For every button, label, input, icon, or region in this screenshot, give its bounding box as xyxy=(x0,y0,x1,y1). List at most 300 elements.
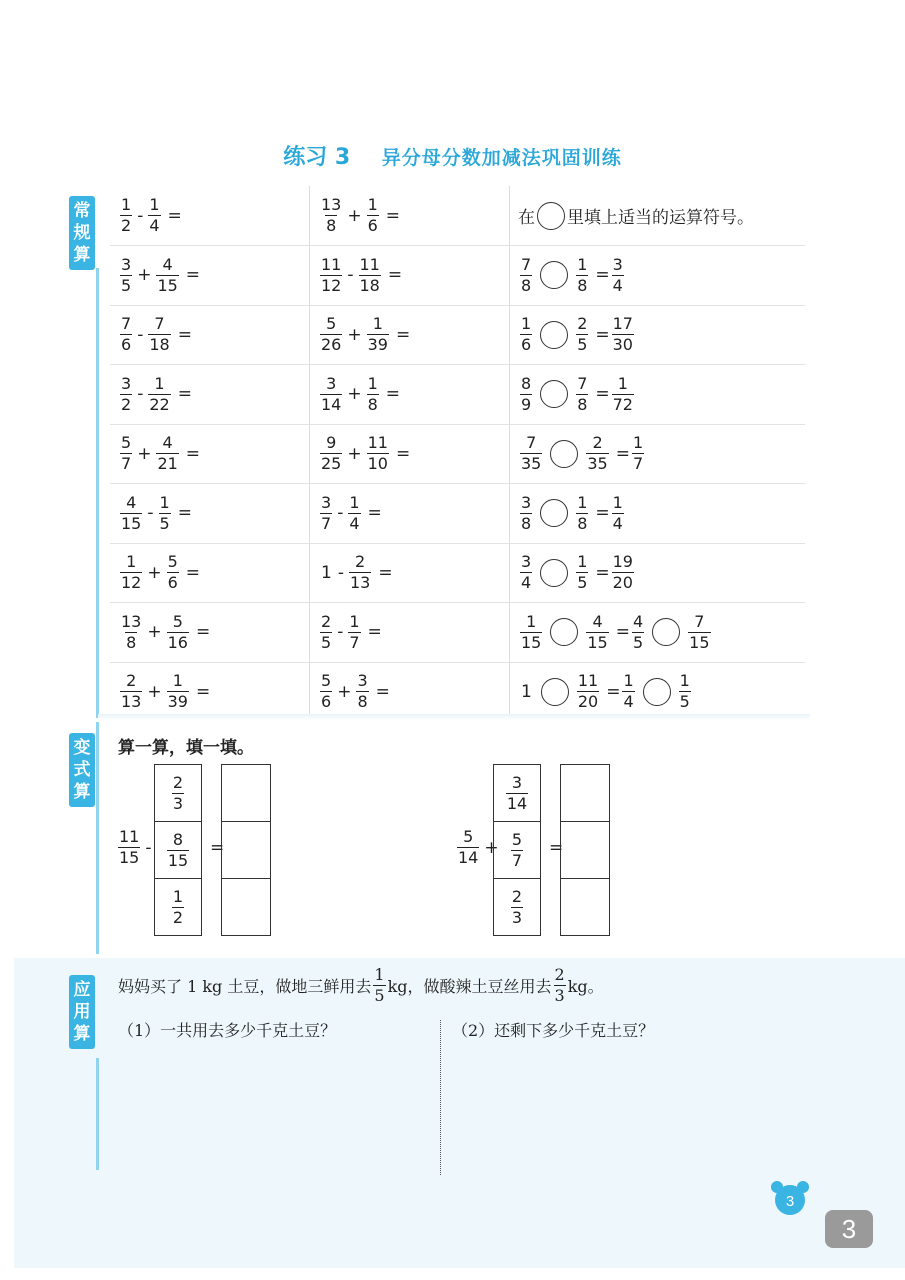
equals-sign: = xyxy=(210,838,225,858)
fraction-denominator: 7 xyxy=(632,454,644,473)
operator: - xyxy=(347,265,354,285)
operator-fill-cell xyxy=(518,662,805,721)
exercise-number: 练习 3 xyxy=(283,145,351,170)
operator-fill-cell xyxy=(518,246,805,305)
fraction-numerator: 19 xyxy=(612,552,633,571)
fraction-denominator: 6 xyxy=(167,573,178,592)
fraction xyxy=(576,375,588,414)
fraction-numerator: 1 xyxy=(679,671,690,690)
variant-left-operand-stack xyxy=(154,764,202,936)
equals-sign: = xyxy=(595,503,610,523)
fraction-denominator: 6 xyxy=(521,335,532,354)
fraction-denominator: 8 xyxy=(577,275,588,295)
fraction-numerator: 1 xyxy=(349,611,360,631)
fraction-numerator: 4 xyxy=(632,611,644,631)
fraction xyxy=(688,613,710,652)
operator: + xyxy=(337,681,352,702)
equals-sign: = xyxy=(395,324,411,345)
operator-circle-blank[interactable] xyxy=(541,678,569,706)
fraction-numerator: 3 xyxy=(511,772,523,792)
fraction-denominator: 8 xyxy=(326,216,337,235)
section-divider-line xyxy=(96,268,99,718)
fraction-denominator: 6 xyxy=(321,692,332,711)
fraction-denominator: 39 xyxy=(367,335,388,354)
operator: - xyxy=(137,324,144,345)
fraction-denominator: 12 xyxy=(121,573,142,592)
fraction xyxy=(520,494,532,533)
variant-title: 算一算，填一填。 xyxy=(118,738,254,758)
fraction-numerator: 3 xyxy=(326,373,337,393)
fraction xyxy=(167,672,189,711)
operator-circle-blank[interactable] xyxy=(643,678,671,706)
fraction xyxy=(612,375,634,414)
fraction-denominator: 35 xyxy=(587,454,608,473)
fraction-denominator: 8 xyxy=(367,394,378,414)
equals-sign: = xyxy=(387,265,403,285)
fraction xyxy=(612,494,624,533)
fraction xyxy=(320,613,332,652)
operator-circle-blank[interactable] xyxy=(540,559,568,587)
fraction-denominator: 3 xyxy=(172,793,184,813)
fraction-numerator: 3 xyxy=(612,254,623,274)
fraction xyxy=(167,553,179,592)
answer-box[interactable] xyxy=(561,822,609,879)
fraction xyxy=(148,196,160,235)
operator-circle-blank[interactable] xyxy=(550,440,578,468)
fraction xyxy=(520,256,532,295)
fraction-denominator: 4 xyxy=(612,275,623,295)
expression-cell xyxy=(318,365,508,424)
fraction-denominator: 10 xyxy=(367,454,388,473)
fraction-denominator: 7 xyxy=(321,513,332,533)
equals-sign: = xyxy=(375,681,390,702)
equals-sign: = xyxy=(167,205,182,226)
variant-right-answer-boxes xyxy=(560,764,610,936)
operand-box xyxy=(155,879,201,936)
operator: + xyxy=(147,622,162,642)
equals-sign: = xyxy=(367,622,382,642)
fraction-denominator: 6 xyxy=(121,335,132,354)
fraction-numerator: 1 xyxy=(617,373,628,393)
equals-sign: = xyxy=(195,622,211,642)
table-row xyxy=(110,424,805,484)
fraction xyxy=(120,553,142,592)
fraction xyxy=(576,494,588,533)
operand-box xyxy=(494,765,540,822)
fraction-numerator: 3 xyxy=(121,373,132,393)
fraction-denominator: 4 xyxy=(623,692,634,711)
fraction xyxy=(120,256,132,295)
expression-cell xyxy=(318,246,508,305)
fraction xyxy=(576,315,588,354)
fraction xyxy=(632,613,644,652)
fraction-numerator: 1 xyxy=(154,373,165,393)
variant-right-operand-stack xyxy=(493,764,541,936)
expression-cell xyxy=(118,186,308,245)
operator: + xyxy=(347,324,362,345)
fraction-denominator: 3 xyxy=(511,908,523,927)
expression-cell xyxy=(318,305,508,364)
fraction-numerator: 5 xyxy=(121,433,132,452)
fraction xyxy=(520,315,532,354)
fraction-numerator: 7 xyxy=(694,611,705,631)
fraction-denominator: 15 xyxy=(167,850,189,870)
expression-cell xyxy=(118,424,308,483)
fraction-numerator: 7 xyxy=(526,433,537,452)
fraction xyxy=(349,553,371,592)
fraction-numerator: 2 xyxy=(172,772,184,792)
fraction xyxy=(120,315,132,354)
fraction xyxy=(120,494,142,533)
fraction xyxy=(320,672,332,711)
fraction xyxy=(172,774,184,813)
operand-box xyxy=(494,822,540,879)
equals-sign: = xyxy=(185,443,201,464)
fraction-numerator: 1 xyxy=(521,314,532,333)
fraction-numerator: 17 xyxy=(612,314,633,333)
fraction xyxy=(577,672,599,711)
table-row xyxy=(110,246,805,306)
fraction xyxy=(148,315,170,354)
fraction-numerator: 8 xyxy=(172,829,184,849)
fraction xyxy=(148,375,170,414)
fraction-denominator: 15 xyxy=(521,632,542,652)
expression-cell xyxy=(118,365,308,424)
fraction-denominator: 14 xyxy=(506,793,528,813)
whole-number: 1 xyxy=(321,562,332,583)
answer-box[interactable] xyxy=(561,765,609,822)
fraction xyxy=(576,256,588,295)
table-row xyxy=(110,603,805,663)
equals-sign: = xyxy=(177,324,192,345)
answer-box[interactable] xyxy=(222,765,270,822)
table-row xyxy=(110,365,805,425)
fraction-denominator: 5 xyxy=(577,335,588,354)
fraction-denominator: 39 xyxy=(167,692,188,711)
fraction-numerator: 1 xyxy=(367,373,378,393)
applied-question: 妈妈买了 1 kg 土豆，做地三鲜用去 $\frac{1}{5}$ kg，做酸辣土豆丝用去 $\frac{2}{3}$ kg。 xyxy=(118,965,604,1005)
fraction xyxy=(679,672,691,711)
expression-cell xyxy=(318,484,508,543)
fraction-numerator: 1 xyxy=(623,671,634,690)
answer-divider xyxy=(440,1020,441,1175)
fraction-numerator: 8 xyxy=(521,373,532,393)
fraction xyxy=(511,831,523,870)
operator: - xyxy=(147,503,154,523)
fraction-denominator: 2 xyxy=(121,394,132,414)
operand-box xyxy=(155,822,201,879)
equals-sign: = xyxy=(595,384,610,404)
expression-cell xyxy=(118,484,308,543)
fraction-numerator: 2 xyxy=(511,887,523,906)
operator-fill-cell xyxy=(518,305,805,364)
section-divider-line xyxy=(96,722,99,954)
page-title xyxy=(0,140,905,171)
operator-circle-blank[interactable] xyxy=(540,380,568,408)
fraction-numerator: 5 xyxy=(321,671,332,690)
operator: - xyxy=(337,562,344,583)
fraction-denominator: 8 xyxy=(357,692,368,711)
fraction-denominator: 4 xyxy=(149,216,160,235)
fraction xyxy=(320,375,342,414)
fraction: $\frac{2}{3}$ xyxy=(554,965,565,1005)
answer-box[interactable] xyxy=(222,822,270,879)
expression-cell xyxy=(318,662,508,721)
fraction xyxy=(120,375,132,414)
expression-cell xyxy=(318,603,508,662)
equals-sign: = xyxy=(595,324,610,345)
fraction-numerator: 1 xyxy=(577,492,588,512)
fraction xyxy=(367,434,389,473)
fraction xyxy=(367,375,379,414)
fraction xyxy=(167,831,189,870)
operand-box xyxy=(494,879,540,936)
fraction-numerator: 3 xyxy=(321,492,332,512)
instruction-text: 在 xyxy=(518,208,535,228)
operator: - xyxy=(145,837,152,858)
fraction-denominator: 21 xyxy=(157,454,178,473)
fraction-denominator: 16 xyxy=(167,632,188,652)
fraction xyxy=(520,613,542,652)
fraction-numerator: 2 xyxy=(126,671,137,690)
fraction-numerator: 4 xyxy=(592,611,603,631)
fraction-numerator: 5 xyxy=(172,611,183,631)
expression-cell xyxy=(118,662,308,721)
fraction xyxy=(156,256,178,295)
fraction-numerator: 1 xyxy=(526,611,537,631)
section-divider-line xyxy=(96,1058,99,1170)
fraction-numerator: 3 xyxy=(521,552,532,571)
operator: - xyxy=(337,622,344,642)
fraction-denominator: 25 xyxy=(321,454,342,473)
fraction-denominator: 7 xyxy=(511,850,523,870)
fraction-numerator: 13 xyxy=(321,195,342,214)
fraction-numerator: 11 xyxy=(577,671,599,690)
fraction-denominator: 4 xyxy=(349,513,360,533)
fraction-denominator: 18 xyxy=(149,335,170,354)
fraction-denominator: 72 xyxy=(612,394,633,414)
fraction-denominator: 5 xyxy=(632,632,644,652)
fraction xyxy=(586,613,608,652)
operator-circle-blank[interactable] xyxy=(652,618,680,646)
fraction-denominator: 4 xyxy=(521,573,532,592)
fraction-numerator: 5 xyxy=(167,552,178,571)
fraction-denominator: 9 xyxy=(521,394,532,414)
expression-cell xyxy=(318,543,508,602)
fraction-denominator: 18 xyxy=(359,275,380,295)
fraction-denominator: 7 xyxy=(349,632,360,652)
equals-sign: = xyxy=(378,562,393,583)
fraction-numerator: 1 xyxy=(126,552,137,571)
operand-box xyxy=(155,765,201,822)
equals-sign: = xyxy=(549,838,564,858)
fraction-numerator: 1 xyxy=(149,195,160,214)
fraction-numerator: 4 xyxy=(162,254,173,274)
operator: + xyxy=(137,265,152,285)
fraction-numerator: 4 xyxy=(126,492,137,512)
fraction xyxy=(320,434,342,473)
fraction xyxy=(348,613,360,652)
fraction-numerator: 2 xyxy=(577,314,588,333)
variant-left-lead xyxy=(116,828,155,867)
fraction xyxy=(356,672,368,711)
fraction: $\frac{5}{14}$ xyxy=(458,827,479,867)
page-badge[interactable]: 3 xyxy=(825,1210,873,1248)
fraction xyxy=(520,375,532,414)
fraction-denominator: 4 xyxy=(612,513,623,533)
equals-sign: = xyxy=(185,265,201,285)
equals-sign: = xyxy=(177,503,192,523)
fraction-denominator: 15 xyxy=(157,275,178,295)
operator-circle-blank[interactable] xyxy=(540,261,568,289)
fraction xyxy=(320,494,332,533)
equals-sign: = xyxy=(195,681,211,702)
tag-variant: 变 式 算 xyxy=(69,733,95,807)
fraction-numerator: 4 xyxy=(162,433,173,452)
fraction-denominator: 7 xyxy=(121,454,132,473)
sub-question-2: （2）还剩下多少千克土豆？ xyxy=(452,1021,655,1040)
operator-fill-cell xyxy=(518,603,805,662)
exercise-topic: 异分母分数加减法巩固训练 xyxy=(381,147,622,169)
fraction-denominator: 2 xyxy=(121,216,132,235)
fraction-denominator: 20 xyxy=(612,573,633,592)
fraction-numerator: 1 xyxy=(172,671,183,690)
fraction-denominator: 8 xyxy=(521,275,532,295)
fraction-numerator: 11 xyxy=(321,254,342,274)
expression-cell xyxy=(118,305,308,364)
fraction-numerator: 1 xyxy=(121,195,132,214)
fraction-numerator: 3 xyxy=(121,254,132,274)
fraction xyxy=(172,888,184,927)
fraction-denominator: 8 xyxy=(577,513,588,533)
operator-circle-blank[interactable] xyxy=(540,321,568,349)
fraction xyxy=(120,613,142,652)
fraction-denominator: 15 xyxy=(587,632,608,652)
fraction-numerator: 11 xyxy=(367,433,388,452)
fraction-numerator: 1 xyxy=(367,195,378,214)
table-row xyxy=(110,186,805,246)
fraction xyxy=(632,434,644,473)
equals-sign: = xyxy=(395,443,411,464)
instruction-text: 里填上适当的运算符号。 xyxy=(567,208,754,228)
fraction-numerator: 3 xyxy=(357,671,368,690)
fraction xyxy=(359,256,381,295)
fraction xyxy=(586,434,608,473)
equals-sign: = xyxy=(595,265,610,285)
fraction-denominator: 8 xyxy=(126,632,137,652)
equals-sign: = xyxy=(615,622,630,642)
fraction-denominator: 8 xyxy=(577,394,588,414)
fraction-denominator: 2 xyxy=(172,908,184,927)
fraction xyxy=(576,553,588,592)
fraction-denominator: 13 xyxy=(349,573,371,592)
fraction-numerator: 1 xyxy=(577,254,588,274)
fraction xyxy=(120,672,142,711)
fraction-denominator: 20 xyxy=(577,692,599,711)
bear-page-number-icon xyxy=(770,1178,810,1216)
answer-box[interactable] xyxy=(222,879,270,936)
fraction-denominator: 15 xyxy=(689,632,710,652)
tag-routine: 常 规 算 xyxy=(69,196,95,270)
tag-applied: 应 用 算 xyxy=(69,975,95,1049)
fraction-numerator: 7 xyxy=(521,254,532,274)
whole-number: 1 xyxy=(521,681,532,702)
fraction xyxy=(120,434,132,473)
fraction-numerator: 11 xyxy=(359,254,380,274)
operator: - xyxy=(137,384,144,404)
expression-cell xyxy=(318,186,508,245)
fraction xyxy=(520,553,532,592)
page-number: 3 xyxy=(785,1193,795,1210)
fraction-denominator: 13 xyxy=(121,692,142,711)
operator: - xyxy=(137,205,144,226)
fraction-numerator: 3 xyxy=(521,492,532,512)
fraction-denominator: 15 xyxy=(121,513,142,533)
fraction-numerator: 7 xyxy=(154,314,165,333)
fraction xyxy=(367,196,379,235)
fraction xyxy=(348,494,360,533)
fraction-denominator: 30 xyxy=(612,335,633,354)
fraction-numerator: 1 xyxy=(612,492,623,512)
operator-circle-blank[interactable] xyxy=(540,499,568,527)
fraction-numerator: 7 xyxy=(121,314,132,333)
fraction xyxy=(320,256,342,295)
fraction xyxy=(622,672,634,711)
fraction-denominator: 5 xyxy=(679,692,690,711)
fraction xyxy=(156,434,178,473)
operator: + xyxy=(347,443,362,464)
answer-box[interactable] xyxy=(561,879,609,936)
operator: - xyxy=(337,503,344,523)
equals-sign: = xyxy=(595,562,610,583)
fraction-numerator: 1 xyxy=(577,552,588,571)
fraction xyxy=(320,315,342,354)
equals-sign: = xyxy=(367,503,382,523)
operator-fill-instruction xyxy=(518,202,754,230)
fraction xyxy=(612,256,624,295)
equals-sign: = xyxy=(185,562,201,583)
expression-cell xyxy=(118,543,308,602)
fraction-numerator: 1 xyxy=(632,433,644,452)
operator-circle-blank[interactable] xyxy=(550,618,578,646)
fraction-denominator: 5 xyxy=(121,275,132,295)
fraction-numerator: 2 xyxy=(592,433,603,452)
fraction-numerator: 1 xyxy=(349,492,360,512)
fraction-numerator: 13 xyxy=(121,611,142,631)
fraction-numerator: 1 xyxy=(372,314,383,333)
fraction xyxy=(612,553,634,592)
operator-fill-cell xyxy=(518,484,805,543)
table-row xyxy=(110,305,805,365)
operator-fill-cell xyxy=(518,424,805,483)
fraction-numerator: 1 xyxy=(172,887,184,906)
fraction-numerator: 5 xyxy=(511,829,523,849)
fraction-denominator: 6 xyxy=(367,216,378,235)
fraction-numerator: 7 xyxy=(577,373,588,393)
fraction-denominator: 26 xyxy=(321,335,342,354)
fraction xyxy=(159,494,171,533)
operator: + xyxy=(137,443,152,464)
section-shadow xyxy=(98,714,810,720)
table-row xyxy=(110,543,805,603)
fraction xyxy=(612,315,634,354)
table-row xyxy=(110,484,805,544)
expression-cell xyxy=(118,603,308,662)
operator: + xyxy=(147,681,162,702)
fraction xyxy=(506,774,528,813)
fraction xyxy=(167,613,189,652)
equals-sign: = xyxy=(385,384,401,404)
